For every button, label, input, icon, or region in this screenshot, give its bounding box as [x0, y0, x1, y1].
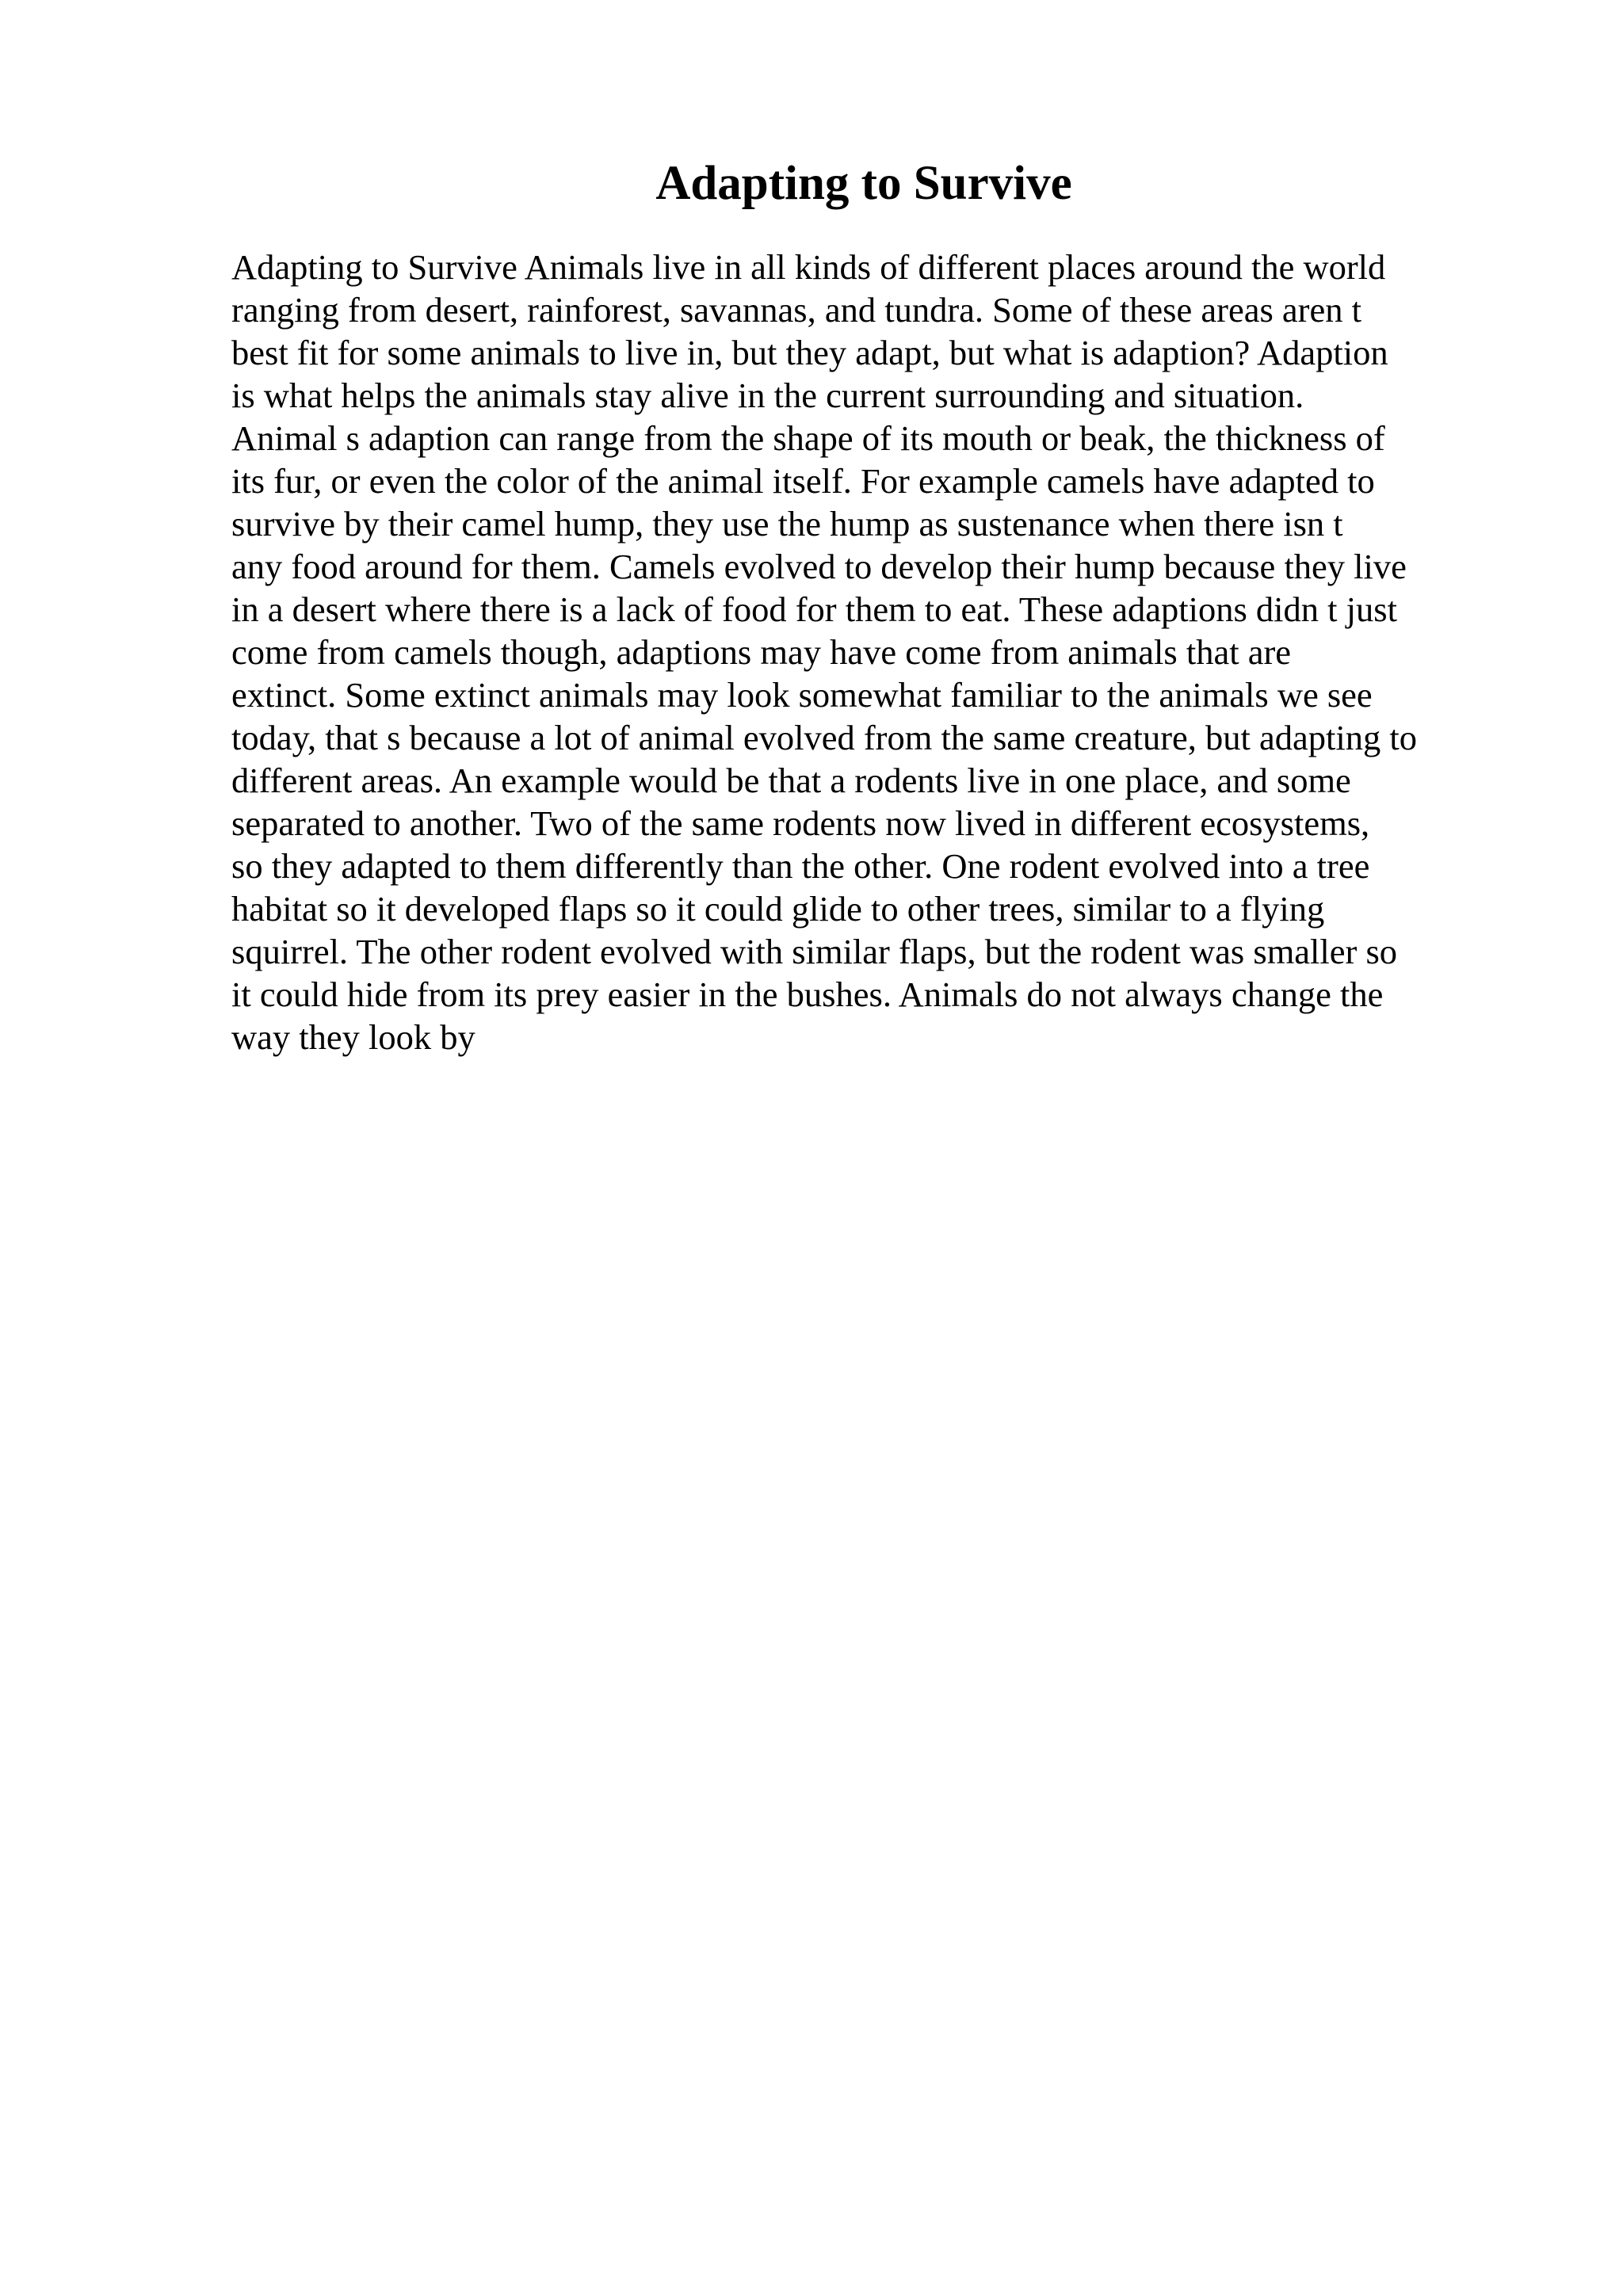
body-line: squirrel. The other rodent evolved with similar flaps, but the rodent was smaller so: [231, 932, 1398, 971]
body-line: its fur, or even the color of the animal itself. For example camels have adapted to: [231, 461, 1375, 501]
body-line: today, that s because a lot of animal evolved from the same creature, but adapting to: [231, 718, 1417, 757]
body-line: different areas. An example would be that a rodents live in one place, and some: [231, 761, 1351, 800]
body-line: Animal s adaption can range from the shape of its mouth or beak, the thickness of: [231, 418, 1385, 458]
body-line: come from camels though, adaptions may have come from animals that are: [231, 632, 1292, 672]
body-line: so they adapted to them differently than the other. One rodent evolved into a tree: [231, 846, 1370, 886]
body-line: Adapting to Survive Animals live in all kinds of different places around the world: [231, 247, 1386, 287]
body-line: separated to another. Two of the same rodents now lived in different ecosystems,: [231, 803, 1370, 843]
body-line: any food around for them. Camels evolved to develop their hump because they live: [231, 547, 1407, 586]
document-body: [231, 246, 1484, 1058]
body-line: extinct. Some extinct animals may look somewhat familiar to the animals we see: [231, 675, 1373, 715]
body-line: best fit for some animals to live in, but they adapt, but what is adaption? Adaption: [231, 333, 1388, 372]
body-line: it could hide from its prey easier in the bushes. Animals do not always change the: [231, 974, 1384, 1014]
body-line: way they look by: [231, 1017, 475, 1057]
body-line: ranging from desert, rainforest, savannas, and tundra. Some of these areas aren t: [231, 290, 1361, 330]
body-line: in a desert where there is a lack of food for them to eat. These adaptions didn t just: [231, 589, 1397, 629]
body-line: survive by their camel hump, they use the hump as sustenance when there isn t: [231, 504, 1343, 543]
body-line: is what helps the animals stay alive in the current surrounding and situation.: [231, 376, 1304, 415]
document-title: Adapting to Survive: [655, 157, 1072, 210]
body-line: habitat so it developed flaps so it could glide to other trees, similar to a flying: [231, 889, 1325, 929]
